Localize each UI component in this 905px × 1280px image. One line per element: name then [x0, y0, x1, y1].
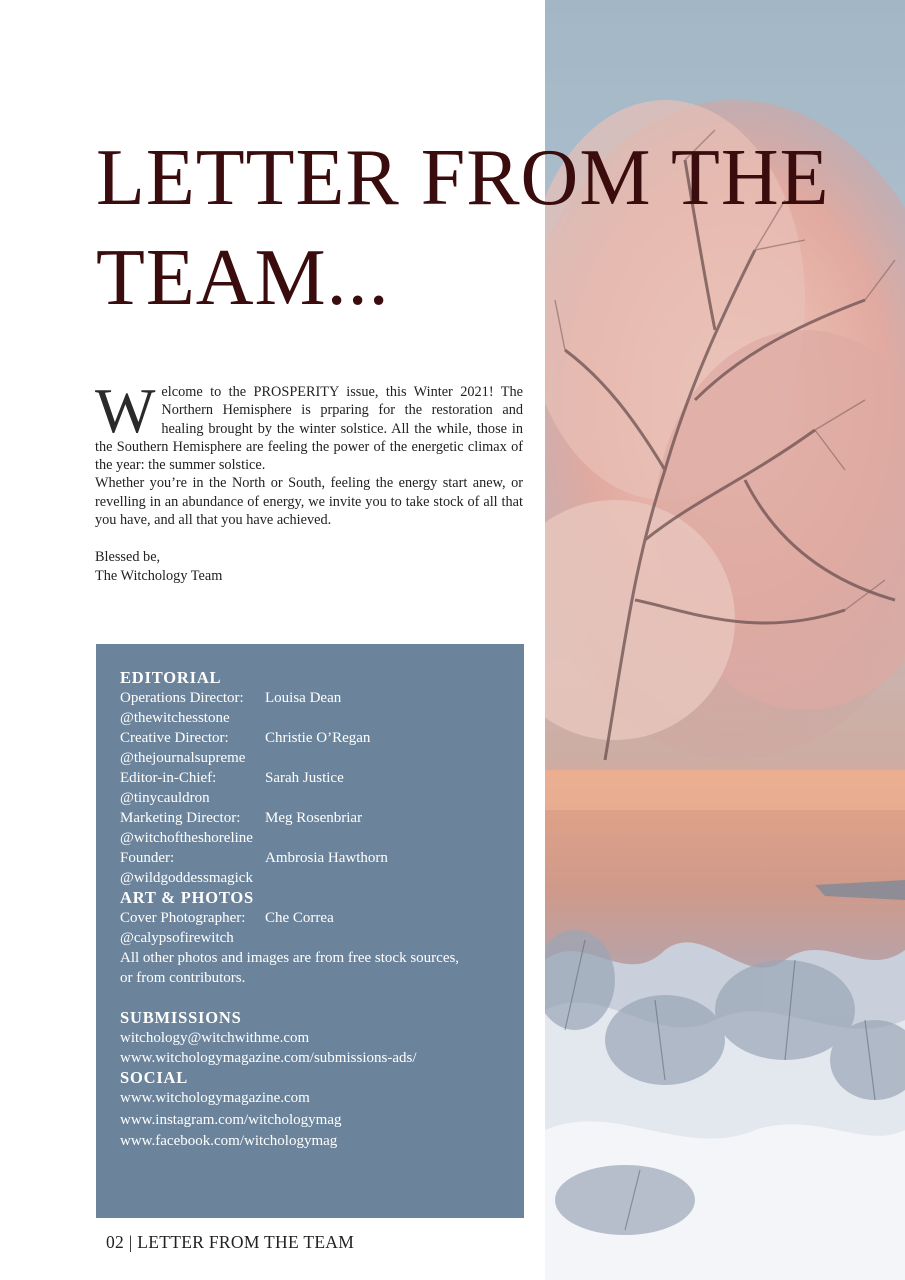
- credit-row: Cover Photographer: Che Correa: [120, 910, 334, 926]
- credit-handle: @calypsofirewitch: [120, 930, 234, 946]
- social-facebook-link[interactable]: www.facebook.com/witchologymag: [120, 1133, 338, 1149]
- submissions-email-link[interactable]: witchology@witchwithme.com: [120, 1030, 310, 1046]
- welcome-paragraph-1: [95, 375, 523, 474]
- welcome-text-1: elcome to the PROSPERITY issue, this Winter 2021! The Northern Hemisphere is prparing for the restoration and healing brought by the winter solstice. All the while, those in the Southern Hemisphere are feeling the power of the energetic climax of the year: the summer solstice.: [95, 384, 523, 474]
- credits-panel: [96, 644, 524, 1218]
- credit-handle: @wildgoddessmagick: [120, 870, 253, 886]
- page-number: 02: [106, 1232, 125, 1252]
- credit-handle: @thejournalsupreme: [120, 750, 246, 766]
- signoff: [95, 548, 222, 586]
- drop-cap: W: [95, 375, 156, 446]
- credit-handle: @tinycauldron: [120, 790, 210, 806]
- page-footer: [106, 1232, 354, 1253]
- submissions-heading: SUBMISSIONS: [120, 1008, 242, 1027]
- social-heading: SOCIAL: [120, 1068, 189, 1087]
- social-instagram-link[interactable]: www.instagram.com/witchologymag: [120, 1111, 342, 1128]
- credit-handle: @witchoftheshoreline: [120, 830, 253, 846]
- page-title: [96, 128, 830, 328]
- photo-note-line-2: or from contributors.: [120, 970, 246, 986]
- credit-row: Marketing Director: Meg Rosenbriar: [120, 810, 363, 826]
- page-title-line-2: TEAM...: [96, 234, 390, 322]
- signoff-greeting: Blessed be,: [95, 549, 161, 565]
- welcome-letter: [95, 375, 523, 529]
- credit-row: Creative Director: Christie O’Regan: [120, 730, 371, 746]
- art-photos-heading: ART & PHOTOS: [120, 888, 255, 907]
- page-title-line-1: LETTER FROM THE: [96, 134, 830, 222]
- submissions-url-link[interactable]: www.witchologymagazine.com/submissions-ads/: [120, 1050, 417, 1066]
- footer-separator: |: [128, 1232, 133, 1252]
- social-website-link[interactable]: www.witchologymagazine.com: [120, 1090, 310, 1106]
- signoff-team: The Witchology Team: [95, 568, 223, 584]
- credit-row: Founder: Ambrosia Hawthorn: [120, 850, 388, 866]
- editorial-heading: EDITORIAL: [120, 668, 222, 687]
- credit-row: Operations Director: Louisa Dean: [120, 690, 342, 706]
- section-label: LETTER FROM THE TEAM: [137, 1232, 355, 1252]
- welcome-paragraph-2: Whether you’re in the North or South, feeling the energy start anew, or revelling in an abundance of energy, we invite you to take stock of all that you have, and all that you have achieved.: [95, 475, 523, 529]
- credit-handle: @thewitchesstone: [120, 710, 230, 726]
- photo-note-line-1: All other photos and images are from free stock sources,: [120, 950, 460, 966]
- credit-row: Editor-in-Chief: Sarah Justice: [120, 770, 344, 786]
